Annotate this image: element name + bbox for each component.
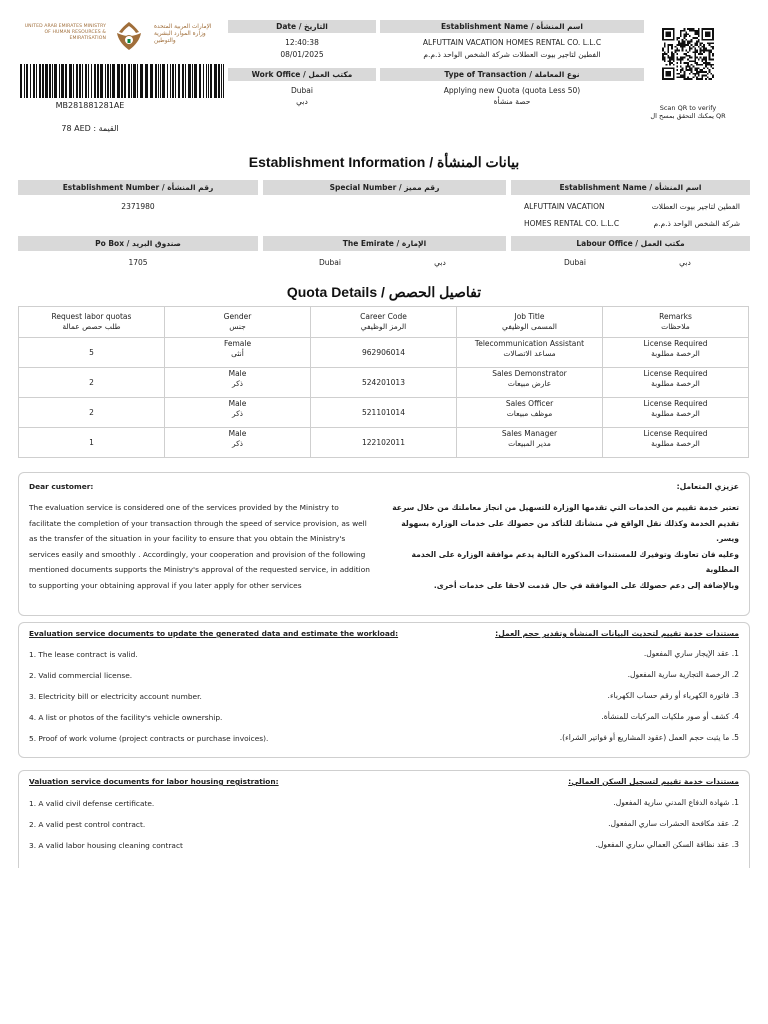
establishment-number-header: Establishment Number / رقم المنشأة bbox=[18, 180, 258, 195]
quota-header-career-code: Career Code الرمز الوظيفي bbox=[311, 307, 457, 338]
list-item: 1. شهادة الدفاع المدني سارية المفعول. bbox=[613, 798, 739, 807]
gender-cell: Male ذكر bbox=[165, 398, 311, 428]
table-row bbox=[19, 428, 749, 458]
date-header: Date / التاريخ bbox=[228, 20, 376, 33]
barcode-image bbox=[20, 64, 224, 98]
job-title-cell: Sales Demonstrator عارض مبيعات bbox=[457, 368, 603, 398]
list-item: 2. Valid commercial license. bbox=[29, 671, 133, 680]
housing-docs-box bbox=[18, 770, 750, 868]
list-item: 5. ما يثبت حجم العمل (عقود المشاريع أو فواتير الشراء). bbox=[559, 733, 739, 742]
list-item: 1. عقد الإيجار ساري المفعول. bbox=[643, 649, 739, 658]
greeting-ar: عزيزي المتعامل: bbox=[676, 482, 739, 491]
quota-details-title: Quota Details / تفاصيل الحصص bbox=[286, 284, 482, 300]
career-code-cell: 521101014 bbox=[311, 398, 457, 428]
notice-body-ar: تعتبر خدمة تقييم من الخدمات التي تقدمها الوزارة للتسهيل من انجاز معاملتك من خلال سرعة تقديم الخدمة وكذلك نقل الواقع في منشأتك للتأكد من حصولك على خدمات الوزارة بسهولة ويسر. وعليه فان تعاونك وتوفيرك للمستندات المذكورة التالية يدعم موافقة الوزارة على الخدمة المطلوبة وبالإضافة إلى دعم حصولك على الموافقة في حال قدمت لاحقا على خدمات أخرى. bbox=[392, 503, 739, 590]
establishment-name-en-line2: HOMES RENTAL CO. L.L.C bbox=[524, 219, 620, 228]
gender-cell: Male ذكر bbox=[165, 368, 311, 398]
establishment-name-header-2: Establishment Name / اسم المنشأة bbox=[511, 180, 750, 195]
pobox-header: Po Box / صندوق البريد bbox=[18, 236, 258, 251]
logo-text-en: UNITED ARAB EMIRATES MINISTRY OF HUMAN RESOURCES & EMIRATISATION bbox=[24, 24, 106, 41]
qr-caption-en: Scan QR to verify bbox=[659, 104, 717, 112]
evaluation-docs-title-en: Evaluation service documents to update the generated data and estimate the workload: bbox=[29, 629, 399, 638]
list-item: 1. A valid civil defense certificate. bbox=[29, 799, 155, 808]
quota-header-row bbox=[19, 307, 749, 338]
work-office-en: Dubai bbox=[291, 86, 313, 95]
list-item: 2. الرخصة التجارية سارية المفعول. bbox=[627, 670, 739, 679]
establishment-name-ar-line1: الفطين لتاجير بيوت العطلات bbox=[651, 202, 740, 211]
quota-header-request: Request labor quotas طلب حصص عمالة bbox=[19, 307, 165, 338]
quota-count: 5 bbox=[19, 338, 165, 368]
quota-count: 2 bbox=[19, 368, 165, 398]
fee-value: 78 AED : القيمة bbox=[61, 124, 119, 133]
list-item: 3. فاتورة الكهرباء أو رقم حساب الكهرباء. bbox=[607, 691, 739, 700]
qr-caption bbox=[640, 105, 736, 120]
list-item: 2. عقد مكافحة الحشرات ساري المفعول. bbox=[608, 819, 739, 828]
housing-docs-title-ar: مستندات خدمة تقييم لتسجيل السكن العمالي: bbox=[568, 777, 739, 786]
list-item: 3. Electricity bill or electricity account number. bbox=[29, 692, 202, 701]
list-item: 2. A valid pest control contract. bbox=[29, 820, 146, 829]
remarks-cell: License Required الرخصة مطلوبة bbox=[603, 398, 749, 428]
career-code-cell: 122102011 bbox=[311, 428, 457, 458]
quota-header-gender: Gender جنس bbox=[165, 307, 311, 338]
quota-table bbox=[18, 306, 749, 458]
housing-docs-title-en: Valuation service documents for labor housing registration: bbox=[29, 777, 279, 786]
falcon-emblem-icon bbox=[109, 20, 149, 52]
quota-header-remarks: Remarks ملاحظات bbox=[603, 307, 749, 338]
job-title-cell: Sales Officer موظف مبيعات bbox=[457, 398, 603, 428]
special-number-header: Special Number / رقم مميز bbox=[263, 180, 506, 195]
job-title-cell: Telecommunication Assistant مساعد الاتصالات bbox=[457, 338, 603, 368]
labour-office-header: Labour Office / مكتب العمل bbox=[511, 236, 750, 251]
gender-cell: Female أنثى bbox=[165, 338, 311, 368]
career-code-cell: 524201013 bbox=[311, 368, 457, 398]
table-row bbox=[19, 398, 749, 428]
list-item: 4. A list or photos of the facility's vehicle ownership. bbox=[29, 713, 223, 722]
notice-body-en: The evaluation service is considered one of the services provided by the Ministry to facilitate the completion of your transaction through the speed of service provision, as well as the transfer of the situation in your facility to ensure that you obtain the Ministry's services easily and smoothly . Accordingly, your cooperation and provision of the following mentioned documents supports the Ministry's approval of the requested service, in addition to supporting your obtaining approval if you later apply for other services bbox=[29, 503, 370, 590]
quota-count: 1 bbox=[19, 428, 165, 458]
qr-code-image bbox=[662, 28, 714, 80]
labour-office-ar: دبي bbox=[679, 258, 691, 267]
list-item: 3. A valid labor housing cleaning contract bbox=[29, 841, 183, 850]
establishment-name-ar: الفطين لتاجير بيوت العطلات شركة الشخص الواحد ذ.م.م bbox=[423, 50, 601, 59]
date-value: 08/01/2025 bbox=[280, 50, 324, 59]
list-item: 3. عقد نظافة السكن العمالي ساري المفعول. bbox=[595, 840, 739, 849]
logo-text-ar: الإمارات العربية المتحدة وزارة الموارد البشرية والتوطين bbox=[154, 24, 212, 44]
work-office-ar: دبي bbox=[296, 97, 308, 106]
labour-office-en: Dubai bbox=[564, 258, 586, 267]
emirate-en: Dubai bbox=[319, 258, 341, 267]
establishment-name-ar-line2: شركة الشخص الواحد ذ.م.م bbox=[653, 219, 740, 228]
barcode-number: MB281881281AE bbox=[55, 101, 125, 110]
quota-header-job-title: Job Title المسمى الوظيفي bbox=[457, 307, 603, 338]
ministry-logo bbox=[18, 20, 218, 52]
transaction-type-en: Applying new Quota (quota Less 50) bbox=[443, 86, 581, 95]
job-title-cell: Sales Manager مدير المبيعات bbox=[457, 428, 603, 458]
emirate-header: The Emirate / الإمارة bbox=[263, 236, 506, 251]
work-office-header: Work Office / مكتب العمل bbox=[228, 68, 376, 81]
evaluation-docs-box bbox=[18, 622, 750, 758]
establishment-name-header: Establishment Name / اسم المنشأة bbox=[380, 20, 644, 33]
establishment-info-title: Establishment Information / بيانات المنشأة bbox=[248, 154, 520, 170]
remarks-cell: License Required الرخصة مطلوبة bbox=[603, 338, 749, 368]
pobox-value: 1705 bbox=[128, 258, 148, 267]
list-item: 1. The lease contract is valid. bbox=[29, 650, 138, 659]
establishment-name-en: ALFUTTAIN VACATION HOMES RENTAL CO. L.L.C bbox=[422, 38, 602, 47]
qr-caption-ar: يمكنك التحقق بمسح ال QR bbox=[650, 111, 726, 120]
gender-cell: Male ذكر bbox=[165, 428, 311, 458]
table-row bbox=[19, 338, 749, 368]
career-code-cell: 962906014 bbox=[311, 338, 457, 368]
list-item: 4. كشف أو صور ملكيات المركبات للمنشأة. bbox=[601, 712, 739, 721]
customer-notice-box bbox=[18, 472, 750, 616]
greeting-en: Dear customer: bbox=[29, 482, 94, 491]
emirate-ar: دبي bbox=[434, 258, 446, 267]
remarks-cell: License Required الرخصة مطلوبة bbox=[603, 428, 749, 458]
table-row bbox=[19, 368, 749, 398]
transaction-type-header: Type of Transaction / نوع المعاملة bbox=[380, 68, 644, 81]
remarks-cell: License Required الرخصة مطلوبة bbox=[603, 368, 749, 398]
establishment-number-value: 2371980 bbox=[121, 202, 155, 211]
evaluation-docs-title-ar: مستندات خدمة تقييم لتحديث البيانات المنشأة وتقدير حجم العمل: bbox=[495, 629, 739, 638]
establishment-name-en-line1: ALFUTTAIN VACATION bbox=[524, 202, 605, 211]
transaction-type-ar: حصة منشأة bbox=[493, 97, 531, 106]
quota-count: 2 bbox=[19, 398, 165, 428]
date-time: 12:40:38 bbox=[285, 38, 319, 47]
list-item: 5. Proof of work volume (project contracts or purchase invoices). bbox=[29, 734, 269, 743]
